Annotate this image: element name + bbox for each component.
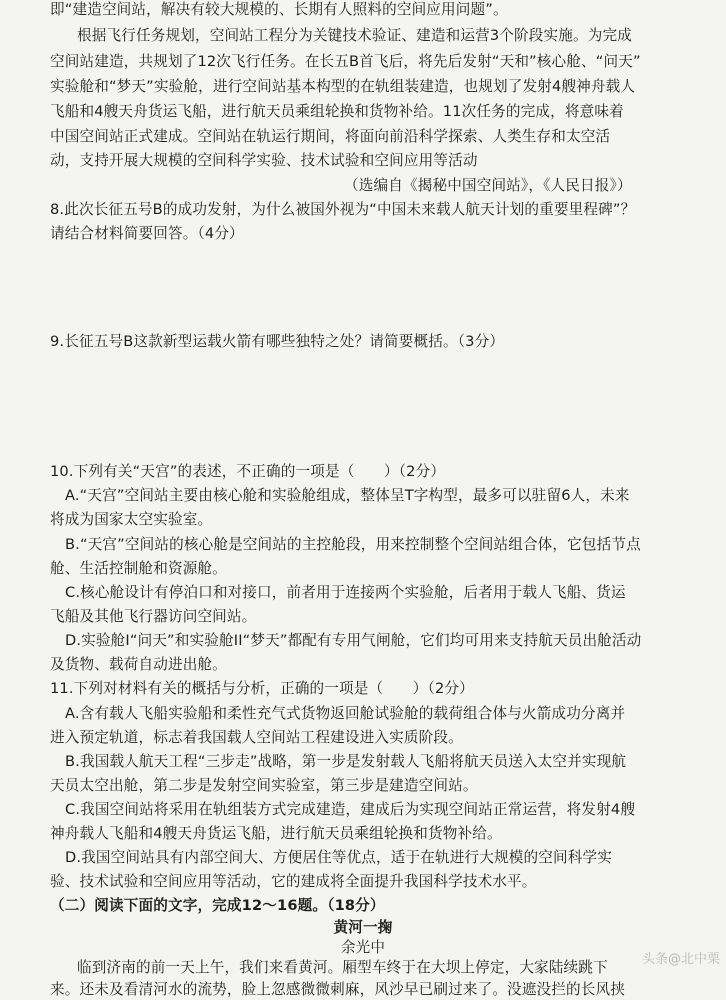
essay-paragraph-line: 临到济南的前一天上午，我们来看黄河。厢型车终于在大坝上停定，大家陆续跳下 xyxy=(77,959,608,976)
question-8-line: 8.此次长征五号B的成功发射，为什么被国外视为“中国未来载人航天计划的重要里程碑”？ xyxy=(50,201,636,218)
question-11-option-d: D.我国空间站具有内部空间大、方便居住等优点，适于在轨进行大规模的空间科学实 xyxy=(65,849,612,866)
question-10-option-b: 舱、生活控制舱和资源舱。 xyxy=(50,560,227,577)
question-10-option-a: A.“天宫”空间站主要由核心舱和实验舱组成，整体呈T字构型，最多可以驻留6人，未来 xyxy=(65,487,630,504)
question-10-option-d: 及货物、载荷自动进出舱。 xyxy=(50,656,227,673)
question-11-option-c: 神舟载人飞船和4艘天舟货运飞船，进行航天员乘组轮换和货物补给。 xyxy=(50,825,502,842)
passage-line: 即“建造空间站，解决有较大规模的、长期有人照料的空间应用问题”。 xyxy=(50,1,508,18)
passage-line: 动，支持开展大规模的空间科学实验、技术试验和空间应用等活动 xyxy=(50,152,478,169)
question-9: 9.长征五号B这款新型运载火箭有哪些独特之处？请简要概括。（3分） xyxy=(50,333,505,350)
question-8-line: 请结合材料简要回答。（4分） xyxy=(50,225,244,242)
question-11-option-b: 天员太空出舱，第二步是发射空间实验室，第三步是建造空间站。 xyxy=(50,777,478,794)
question-11-option-a: A.含有载人飞船实验船和柔性充气式货物返回舱试验舱的载荷组合体与火箭成功分离并 xyxy=(65,705,626,722)
question-10-stem: 10.下列有关“天宫”的表述，不正确的一项是（ ）（2分） xyxy=(50,463,446,480)
essay-paragraph-line: 来。还未及看清河水的流势，脸上忽感微微刺麻，风沙早已刷过来了。没遮没拦的长风挟 xyxy=(50,981,626,998)
question-10-option-b: B.“天宫”空间站的核心舱是空间站的主控舱段，用来控制整个空间站组合体，它包括节点 xyxy=(65,536,641,553)
section-heading: （二）阅读下面的文字，完成12～16题。（18分） xyxy=(50,897,385,914)
question-10-option-c: C.核心舱设计有停泊口和对接口，前者用于连接两个实验舱，后者用于载人飞船、货运 xyxy=(65,584,626,601)
question-11-option-d: 验、技术试验和空间应用等活动，它的建成将全面提升我国科学技术水平。 xyxy=(50,873,537,890)
passage-line: 中国空间站正式建成。空间站在轨运行期间，将面向前沿科学探索、人类生存和太空活 xyxy=(50,128,611,145)
essay-title: 黄河一掬 xyxy=(333,919,393,936)
essay-author: 余光中 xyxy=(340,939,386,956)
question-11-option-c: C.我国空间站将采用在轨组装方式完成建造，建成后为实现空间站正常运营，将发射4艘 xyxy=(65,801,636,818)
question-10-option-c: 飞船及其他飞行器访问空间站。 xyxy=(50,608,257,625)
passage-line: 实验舱和“梦天”实验舱，进行空间站基本构型的在轨组装建造，也规划了发射4艘神舟载人 xyxy=(50,78,636,95)
question-11-stem: 11.下列对材料有关的概括与分析，正确的一项是（ ）（2分） xyxy=(50,680,474,697)
passage-line: 飞船和4艘天舟货运飞船，进行航天员乘组轮换和货物补给。11次任务的完成，将意味着 xyxy=(50,103,624,120)
watermark: 头条@北中栗 xyxy=(641,952,720,967)
question-11-option-b: B.我国载人航天工程“三步走”战略，第一步是发射载人飞船将航天员送入太空并实现航 xyxy=(65,753,627,770)
question-10-option-d: D.实验舱I“问天”和实验舱II“梦天”都配有专用气闸舱，它们均可用来支持航天员出舱活动 xyxy=(65,632,642,649)
passage-source: （选编自《揭秘中国空间站》，《人民日报》） xyxy=(344,177,632,194)
passage-line: 空间站建造，共规划了12次飞行任务。在长五B首飞后，将先后发射“天和”核心舱、“问天” xyxy=(50,53,641,70)
question-10-option-a: 将成为国家太空实验室。 xyxy=(50,511,213,528)
question-11-option-a: 进入预定轨道，标志着我国载人空间站工程建设进入实质阶段。 xyxy=(50,729,463,746)
passage-line: 根据飞行任务规划，空间站工程分为关键技术验证、建造和运营3个阶段实施。为完成 xyxy=(77,27,632,44)
